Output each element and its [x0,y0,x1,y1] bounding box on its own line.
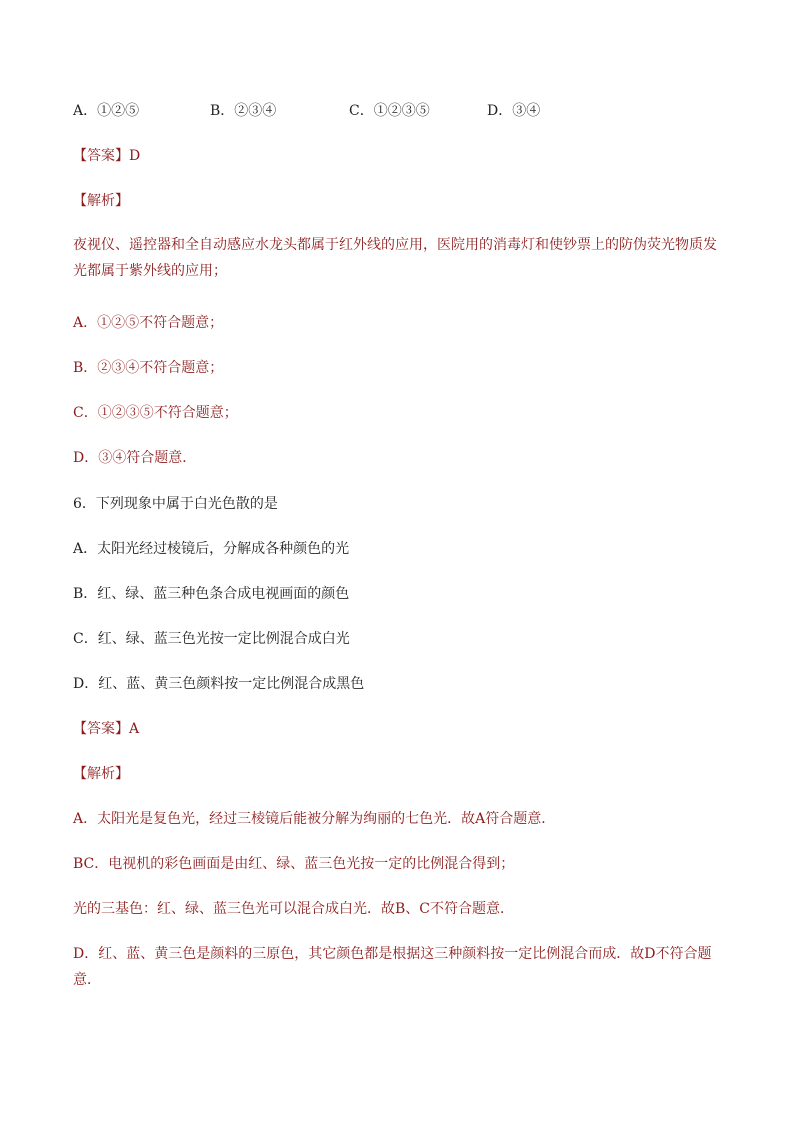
q6-answer: 【答案】A [73,721,140,737]
q6-analysis-line-4: D．红、蓝、黄三色是颜料的三原色，其它颜色都是根据这三种颜料按一定比例混合而成．故D不符合题意． [73,946,712,988]
q5-analysis-item-c: C．①②③⑤不符合题意； [73,405,238,421]
q5-option-b: B．②③④ [210,103,277,119]
q6-question: 6．下列现象中属于白光色散的是 [73,496,278,512]
q5-analysis-item-b: B．②③④不符合题意； [73,360,224,376]
q6-option-a: A．太阳光经过棱镜后，分解成各种颜色的光 [73,541,350,557]
q6-analysis-label: 【解析】 [73,766,129,782]
q6-analysis-line-1: A．太阳光是复色光，经过三棱镜后能被分解为绚丽的七色光．故A符合题意． [73,811,556,827]
q5-option-a: A．①②⑤ [73,103,140,119]
q6-analysis-line-2: BC．电视机的彩色画面是由红、绿、蓝三色光按一定的比例混合得到； [73,856,515,872]
q5-analysis-text: 夜视仪、遥控器和全自动感应水龙头都属于红外线的应用，医院用的消毒灯和使钞票上的防伪荧光物质发光都属于紫外线的应用； [73,237,717,279]
q6-option-c: C．红、绿、蓝三色光按一定比例混合成白光 [73,631,350,647]
q6-analysis-line-3: 光的三基色：红、绿、蓝三色光可以混合成白光．故B、C不符合题意． [73,901,514,917]
q6-option-b: B．红、绿、蓝三种色条合成电视画面的颜色 [73,586,350,602]
q5-analysis-item-a: A．①②⑤不符合题意； [73,315,224,331]
q5-analysis-label: 【解析】 [73,193,129,209]
q5-options-row [73,101,723,121]
q5-analysis-item-d: D．③④符合题意． [73,450,197,466]
q6-option-d: D．红、蓝、黄三色颜料按一定比例混合成黑色 [73,676,365,692]
q5-option-d: D．③④ [487,103,541,119]
q5-answer: 【答案】D [73,148,141,164]
q5-option-c: C．①②③⑤ [349,103,430,119]
